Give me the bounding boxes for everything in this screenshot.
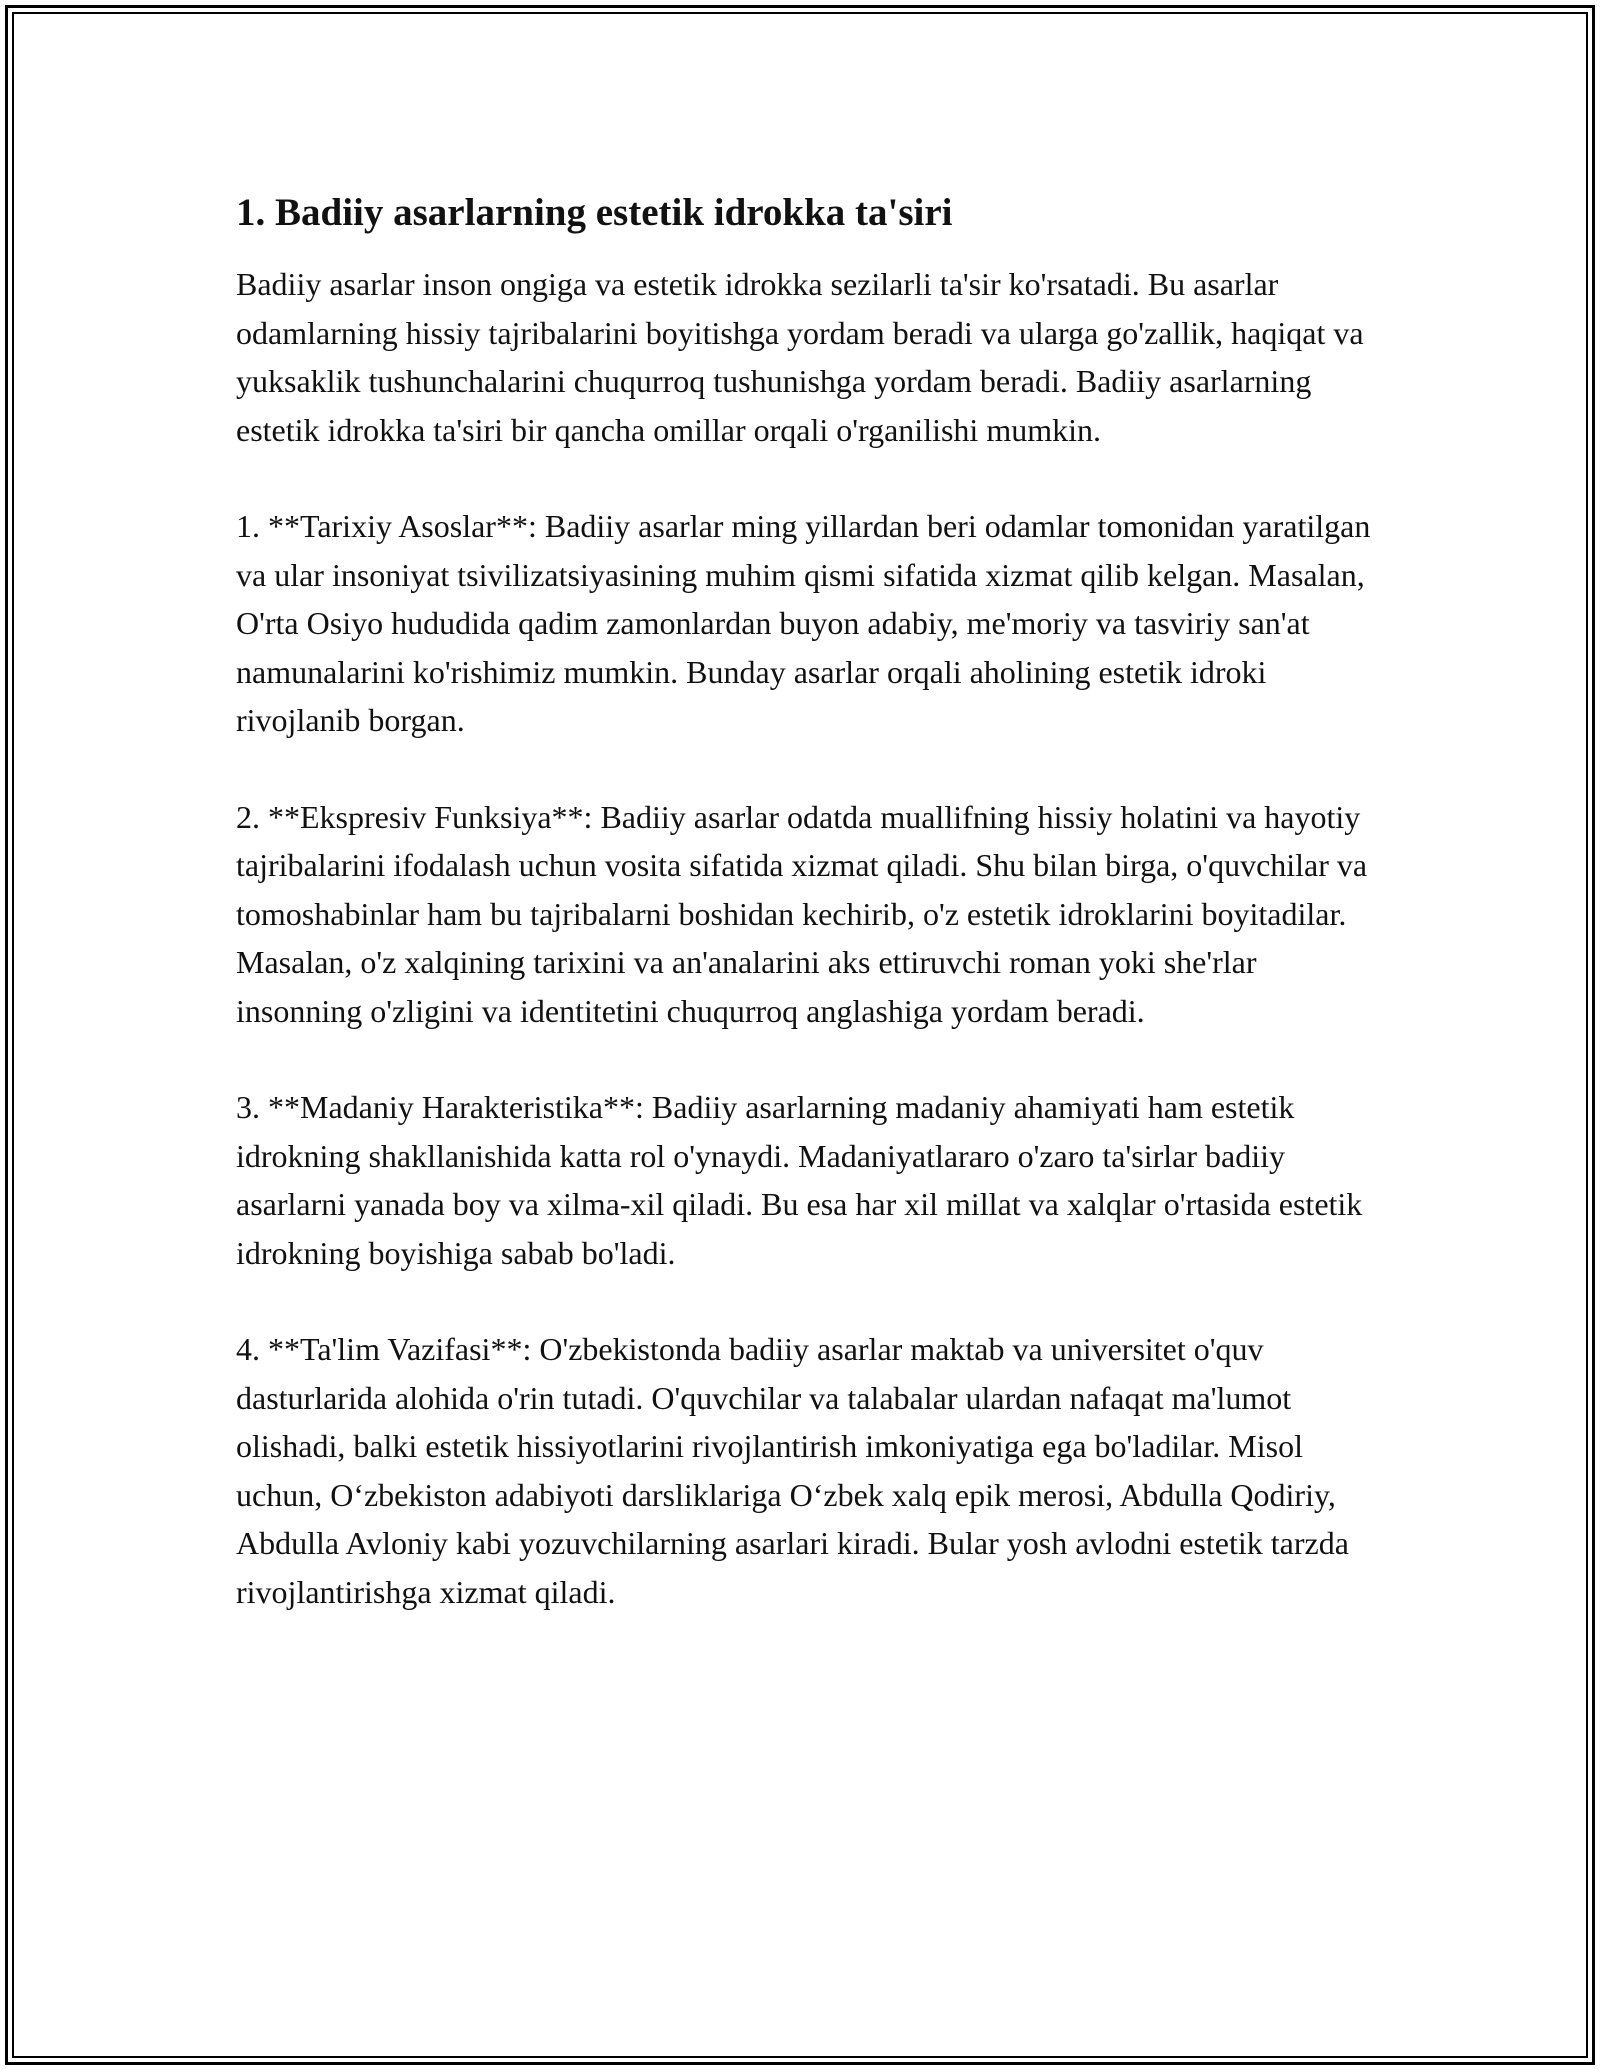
paragraph-expressive-function: 2. **Ekspresiv Funksiya**: Badiiy asarlar odatda muallifning hissiy holatini va hayotiy tajribalarini ifodalash uchun vosita sifatida xizmat qiladi. Shu bilan birga, o'quvchilar va tomoshabinlar ham bu tajribalarni boshidan kechirib, o'z estetik idroklarini boyitadilar. Masalan, o'z xalqining tarixini va an'analarini aks ettiruvchi roman yoki she'rlar insonning o'zligini va identitetini chuqurroq anglashiga yordam beradi. [236, 798, 1368, 1029]
document-body [236, 188, 1376, 1664]
intro-paragraph: Badiiy asarlar inson ongiga va estetik idrokka sezilarli ta'sir ko'rsatadi. Bu asarlar odamlarning hissiy tajribalarini boyitishga yordam beradi va ularga go'zallik, haqiqat va yuksaklik tushunchalarini chuqurroq tushunishga yordam beradi. Badiiy asarlarning estetik idrokka ta'siri bir qancha omillar orqali o'rganilishi mumkin. [236, 266, 1364, 448]
paragraph-educational-role: 4. **Ta'lim Vazifasi**: O'zbekistonda badiiy asarlar maktab va universitet o'quv dasturlarida alohida o'rin tutadi. O'quvchilar va talabalar ulardan nafaqat ma'lumot olishadi, balki estetik hissiyotlarini rivojlantirish imkoniyatiga ega bo'ladilar. Misol uchun, O‘zbekiston adabiyoti darsliklariga O‘zbek xalq epik merosi, Abdulla Qodiriy, Abdulla Avloniy kabi yozuvchilarning asarlari kiradi. Bular yosh avlodni estetik tarzda rivojlantirishga xizmat qiladi. [236, 1331, 1349, 1610]
document-title: 1. Badiiy asarlarning estetik idrokka ta'siri [236, 191, 953, 234]
paragraph-cultural-characteristics: 3. **Madaniy Harakteristika**: Badiiy asarlarning madaniy ahamiyati ham estetik idrokning shakllanishida katta rol o'ynaydi. Madaniyatlararo o'zaro ta'sirlar badiiy asarlarni yanada boy va xilma-xil qiladi. Bu esa har xil millat va xalqlar o'rtasida estetik idrokning boyishiga sabab bo'ladi. [236, 1089, 1363, 1271]
paragraph-historical-foundations: 1. **Tarixiy Asoslar**: Badiiy asarlar ming yillardan beri odamlar tomonidan yaratilgan va ular insoniyat tsivilizatsiyasining muhim qismi sifatida xizmat qilib kelgan. Masalan, O'rta Osiyo hududida qadim zamonlardan buyon adabiy, me'moriy va tasviriy san'at namunalarini ko'rishimiz mumkin. Bunday asarlar orqali aholining estetik idroki rivojlanib borgan. [236, 508, 1371, 738]
